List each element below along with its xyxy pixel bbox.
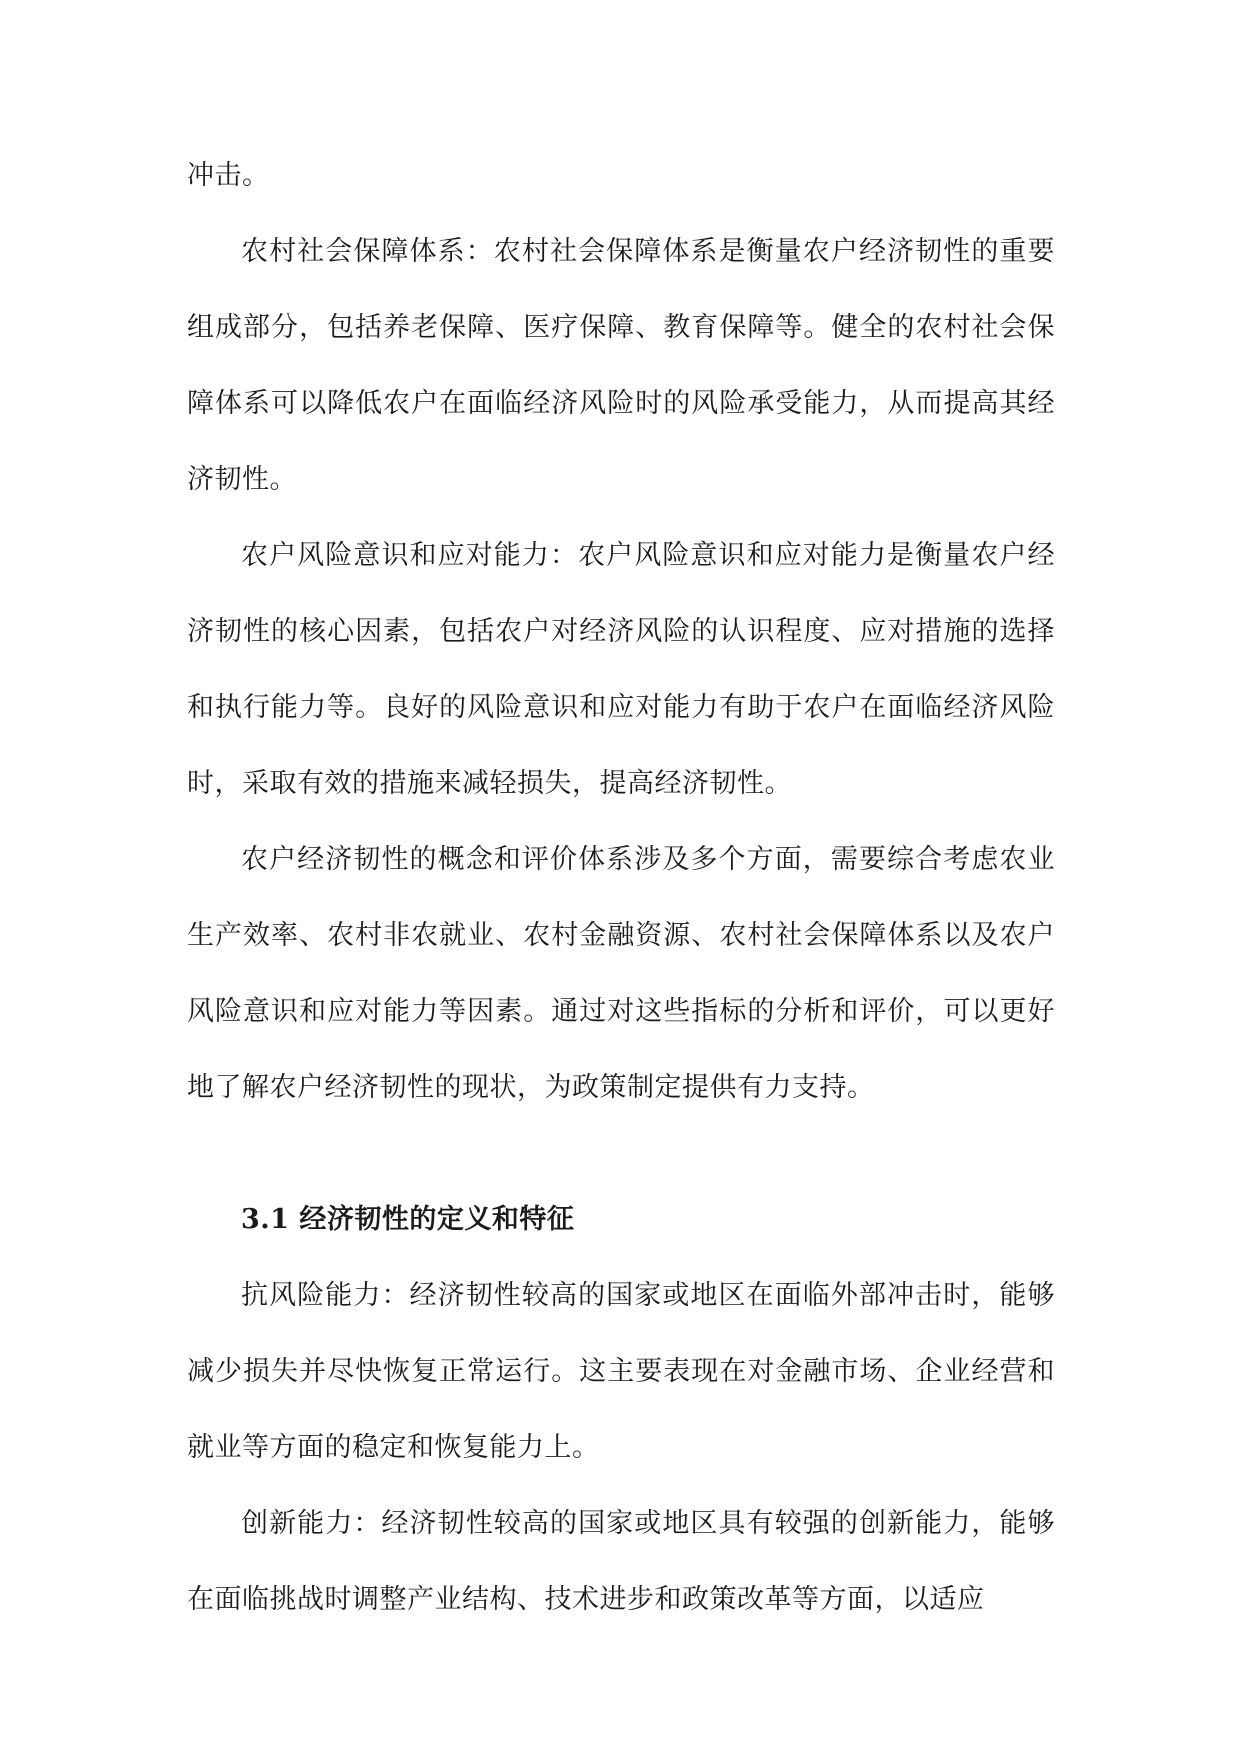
paragraph-continuation: 冲击。 [187, 160, 270, 191]
paragraph-rural-social-security: 农村社会保障体系：农村社会保障体系是衡量农户经济韧性的重要组成部分，包括养老保障、医疗保障、教育保障等。健全的农村社会保障体系可以降低农户在面临经济风险时的风险承受能力，从而提高其经济韧性。 [187, 236, 1055, 495]
paragraph-summary: 农户经济韧性的概念和评价体系涉及多个方面，需要综合考虑农业生产效率、农村非农就业、农村金融资源、农村社会保障体系以及农户风险意识和应对能力等因素。通过对这些指标的分析和评价，可以更好地了解农户经济韧性的现状，为政策制定提供有力支持。 [187, 844, 1055, 1103]
paragraph-risk-awareness: 农户风险意识和应对能力：农户风险意识和应对能力是衡量农户经济韧性的核心因素，包括农户对经济风险的认识程度、应对措施的选择和执行能力等。良好的风险意识和应对能力有助于农户在面临经济风险时，采取有效的措施来减轻损失，提高经济韧性。 [187, 540, 1055, 799]
paragraph-risk-resistance: 抗风险能力：经济韧性较高的国家或地区在面临外部冲击时，能够减少损失并尽快恢复正常运行。这主要表现在对金融市场、企业经营和就业等方面的稳定和恢复能力上。 [187, 1280, 1055, 1463]
paragraph-innovation: 创新能力：经济韧性较高的国家或地区具有较强的创新能力，能够在面临挑战时调整产业结构、技术进步和政策改革等方面，以适应 [187, 1508, 1055, 1615]
document-body [187, 138, 1055, 1638]
section-heading: 3.1 经济韧性的定义和特征 [241, 1204, 575, 1235]
